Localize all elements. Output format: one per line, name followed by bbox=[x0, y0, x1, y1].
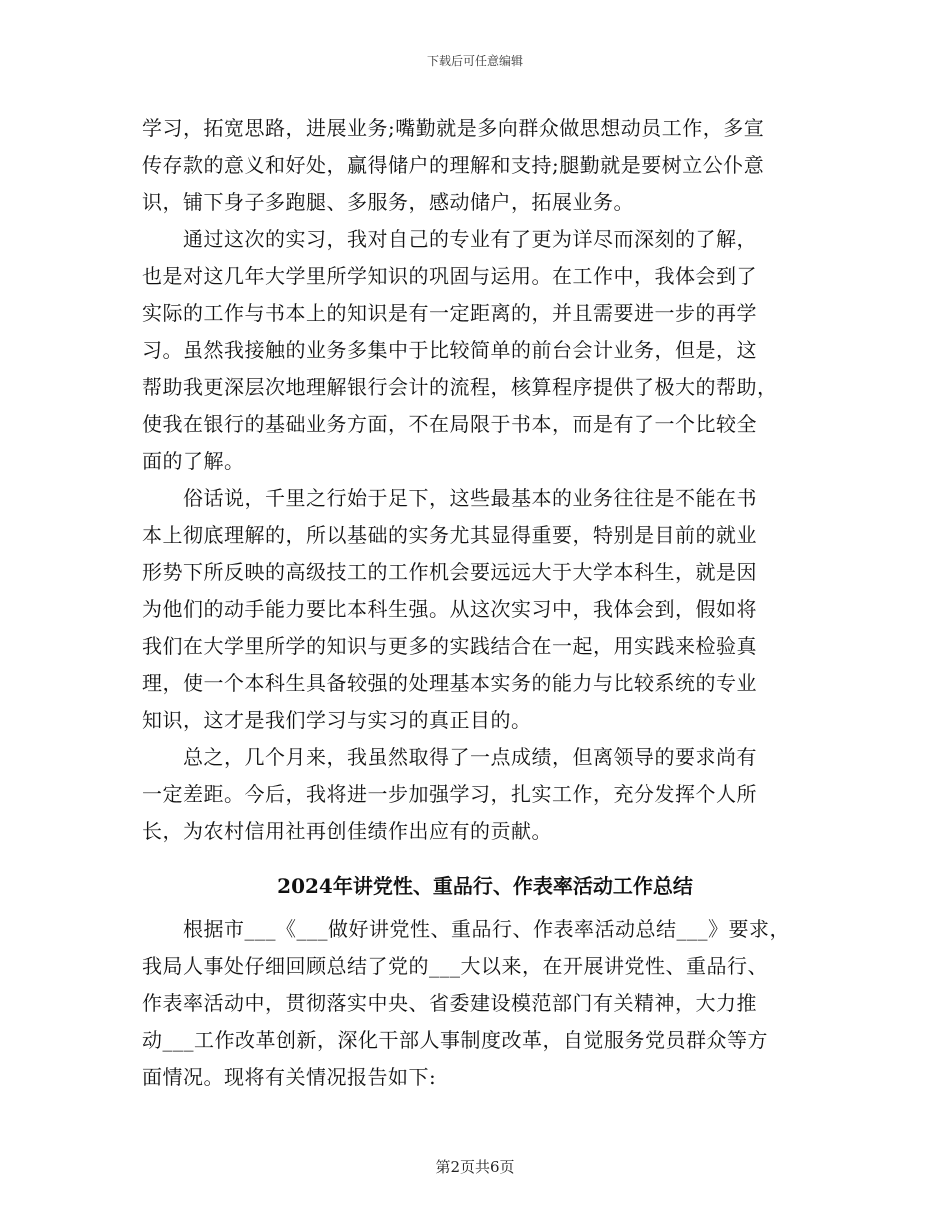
text-line: 帮助我更深层次地理解银行会计的流程，核算程序提供了极大的帮助， bbox=[142, 375, 778, 399]
text-line: 俗话说，千里之行始于足下，这些最基本的业务往往是不能在书 bbox=[142, 486, 757, 510]
text-line: 通过这次的实习，我对自己的专业有了更为详尽而深刻的了解， bbox=[142, 227, 757, 251]
text-line: 根据市___《___做好讲党性、重品行、作表率活动总结___》要求， bbox=[142, 917, 790, 941]
text-line: 一定差距。今后，我将进一步加强学习，扎实工作，充分发挥个人所 bbox=[142, 782, 757, 806]
text-line: 识，铺下身子多跑腿、多服务，感动储户，拓展业务。 bbox=[142, 190, 634, 214]
text-line: 为他们的动手能力要比本科生强。从这次实习中，我体会到，假如将 bbox=[142, 597, 757, 621]
text-line: 形势下所反映的高级技工的工作机会要远远大于大学本科生，就是因 bbox=[142, 560, 757, 584]
text-line: 使我在银行的基础业务方面，不在局限于书本，而是有了一个比较全 bbox=[142, 412, 757, 436]
text-line: 我们在大学里所学的知识与更多的实践结合在一起，用实践来检验真 bbox=[142, 634, 757, 658]
text-line: 本上彻底理解的，所以基础的实务尤其显得重要，特别是目前的就业 bbox=[142, 523, 757, 547]
text-line: 动___工作改革创新，深化干部人事制度改革，自觉服务党员群众等方 bbox=[142, 1028, 768, 1052]
text-line: 实际的工作与书本上的知识是有一定距离的，并且需要进一步的再学 bbox=[142, 301, 757, 325]
section-title: 2024年讲党性、重品行、作表率活动工作总结 bbox=[277, 874, 693, 898]
text-line: 传存款的意义和好处，赢得储户的理解和支持;腿勤就是要树立公仆意 bbox=[142, 153, 765, 177]
text-line: 学习，拓宽思路，进展业务;嘴勤就是多向群众做思想动员工作，多宣 bbox=[142, 116, 765, 140]
section-spacer bbox=[142, 850, 828, 868]
text-line: 面的了解。 bbox=[142, 449, 245, 473]
section-2 bbox=[142, 868, 828, 1096]
text-line: 作表率活动中，贯彻落实中央、省委建设模范部门有关精神，大力推 bbox=[142, 991, 757, 1015]
text-line: 我局人事处仔细回顾总结了党的___大以来，在开展讲党性、重品行、 bbox=[142, 954, 768, 978]
text-line: 理，使一个本科生具备较强的处理基本实务的能力与比较系统的专业 bbox=[142, 671, 757, 695]
text-line: 面情况。现将有关情况报告如下: bbox=[142, 1065, 437, 1089]
text-line: 长，为农村信用社再创佳绩作出应有的贡献。 bbox=[142, 819, 552, 843]
page-header: 下载后可任意编辑 bbox=[426, 54, 523, 68]
page-footer: 第2页共6页 bbox=[435, 1158, 515, 1176]
text-line: 习。虽然我接触的业务多集中于比较简单的前台会计业务，但是，这 bbox=[142, 338, 757, 362]
section-1 bbox=[142, 110, 828, 850]
text-line: 总之，几个月来，我虽然取得了一点成绩，但离领导的要求尚有 bbox=[142, 745, 757, 769]
document-body bbox=[142, 110, 828, 1096]
text-line: 也是对这几年大学里所学知识的巩固与运用。在工作中，我体会到了 bbox=[142, 264, 757, 288]
text-line: 知识，这才是我们学习与实习的真正目的。 bbox=[142, 708, 532, 732]
